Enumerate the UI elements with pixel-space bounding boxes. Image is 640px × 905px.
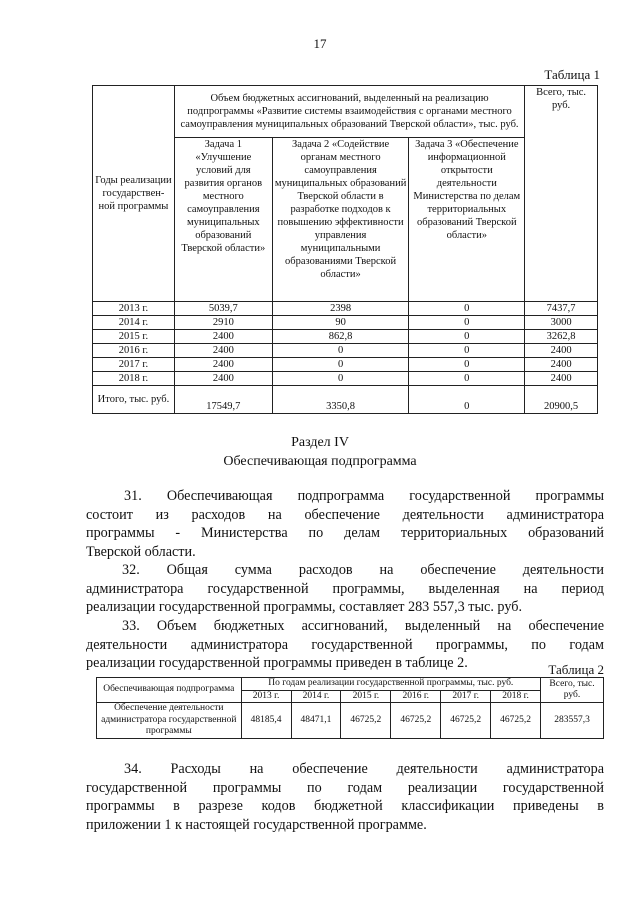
text-line: администратора государственной программы, выделенная на период — [86, 580, 604, 597]
table1 — [92, 85, 598, 414]
value-cell: 0 — [272, 344, 409, 358]
table2-caption: Таблица 2 — [548, 662, 604, 677]
text-line: реализации государственной программы приведен в таблице 2. — [86, 655, 468, 672]
value-cell: 0 — [272, 372, 409, 386]
value-cell: 2400 — [174, 372, 272, 386]
value-cell: 48471,1 — [291, 703, 341, 739]
table2-year: 2013 г. — [241, 690, 291, 703]
table2-year: 2014 г. — [291, 690, 341, 703]
table1-caption: Таблица 1 — [544, 67, 600, 82]
total-cell: 3000 — [525, 316, 598, 330]
table2-header-sub: Обеспечивающая подпрограмма — [97, 678, 242, 703]
total-cell: 2400 — [525, 372, 598, 386]
grand-total-cell: 20900,5 — [525, 386, 598, 414]
table2-row-label: Обеспечение деятельности администратора государственной программы — [97, 703, 242, 739]
total-cell: 2400 — [525, 344, 598, 358]
value-cell: 5039,7 — [174, 302, 272, 316]
value-cell: 0 — [409, 302, 525, 316]
value-cell: 90 — [272, 316, 409, 330]
value-cell: 2400 — [174, 344, 272, 358]
value-cell: 0 — [409, 316, 525, 330]
section-title: Обеспечивающая подпрограмма — [223, 454, 417, 469]
page-number: 17 — [313, 36, 327, 51]
table-row — [97, 703, 604, 739]
table1-header-task3: Задача 3 «Обеспечение информационной открытости деятельности Министерства по делам территориальных образований Тверской области» — [409, 138, 525, 302]
total-cell: 2400 — [525, 358, 598, 372]
table1-header-total: Всего, тыс. руб. — [525, 86, 598, 302]
year-cell: 2018 г. — [93, 372, 175, 386]
value-cell: 0 — [409, 330, 525, 344]
value-cell: 2910 — [174, 316, 272, 330]
total-value-cell: 3350,8 — [272, 386, 409, 414]
table-row — [93, 302, 598, 316]
text-line: деятельности администратора государственной программы, по годам — [86, 636, 604, 653]
table2-header-group: По годам реализации государственной программы, тыс. руб. — [241, 678, 540, 691]
text-line: государственной программы по годам реализации государственной — [86, 779, 604, 796]
table2 — [96, 677, 604, 739]
total-cell: 283557,3 — [541, 703, 604, 739]
year-cell: 2013 г. — [93, 302, 175, 316]
value-cell: 0 — [409, 344, 525, 358]
value-cell: 46725,2 — [441, 703, 491, 739]
year-cell: 2015 г. — [93, 330, 175, 344]
value-cell: 2398 — [272, 302, 409, 316]
year-cell: 2014 г. — [93, 316, 175, 330]
table-row — [93, 330, 598, 344]
text-line: 32. Общая сумма расходов на обеспечение деятельности — [122, 562, 604, 578]
year-cell: 2016 г. — [93, 344, 175, 358]
text-line: программы - Министерства по делам территориальных образований — [86, 525, 604, 542]
text-line: реализации государственной программы, составляет 283 557,3 тыс. руб. — [86, 599, 522, 616]
table-row — [93, 372, 598, 386]
paragraph-31 — [86, 487, 604, 561]
total-label: Итого, тыс. руб. — [93, 386, 175, 414]
text-line: приложении 1 к настоящей государственной программе. — [86, 816, 427, 833]
paragraph-32 — [86, 561, 604, 617]
value-cell: 46725,2 — [491, 703, 541, 739]
year-cell: 2017 г. — [93, 358, 175, 372]
table-row — [93, 344, 598, 358]
value-cell: 0 — [409, 372, 525, 386]
section-number: Раздел IV — [291, 435, 349, 450]
table-row — [93, 358, 598, 372]
text-line: 33. Объем бюджетных ассигнований, выделенный на обеспечение — [122, 618, 604, 634]
total-cell: 3262,8 — [525, 330, 598, 344]
table2-year: 2018 г. — [491, 690, 541, 703]
text-line: 31. Обеспечивающая подпрограмма государственной программы — [124, 488, 604, 504]
text-line: программы в разрезе кодов бюджетной классификации приведены в — [86, 798, 604, 815]
table2-year: 2015 г. — [341, 690, 391, 703]
paragraph-34 — [86, 760, 604, 834]
text-line: Тверской области. — [86, 543, 196, 560]
table2-year: 2016 г. — [391, 690, 441, 703]
table-total-row — [93, 386, 598, 414]
table1-header-task2: Задача 2 «Содействие органам местного самоуправления муниципальных образований Тверской области в разработке подходов к повышению эффективности управления муниципальными образованиями Тверской области» — [272, 138, 409, 302]
value-cell: 862,8 — [272, 330, 409, 344]
total-value-cell: 0 — [409, 386, 525, 414]
value-cell: 46725,2 — [391, 703, 441, 739]
table1-header-task1: Задача 1 «Улучшение условий для развития органов местного самоуправления муниципальных образований Тверской области» — [174, 138, 272, 302]
value-cell: 46725,2 — [341, 703, 391, 739]
value-cell: 2400 — [174, 330, 272, 344]
value-cell: 0 — [409, 358, 525, 372]
value-cell: 48185,4 — [241, 703, 291, 739]
value-cell: 2400 — [174, 358, 272, 372]
total-cell: 7437,7 — [525, 302, 598, 316]
total-value-cell: 17549,7 — [174, 386, 272, 414]
text-line: состоит из расходов на обеспечение деятельности администратора — [86, 506, 604, 523]
value-cell: 0 — [272, 358, 409, 372]
text-line: 34. Расходы на обеспечение деятельности администратора — [124, 761, 604, 777]
table1-header-years: Годы реализации государствен-ной программы — [93, 86, 175, 302]
table-row — [93, 316, 598, 330]
table2-year: 2017 г. — [441, 690, 491, 703]
table1-header-group: Объем бюджетных ассигнований, выделенный на реализацию подпрограммы «Развитие системы взаимодействия с органами местного самоуправления муниципальных образований Тверской области», тыс. руб. — [174, 86, 524, 138]
table2-header-total: Всего, тыс. руб. — [541, 678, 604, 703]
